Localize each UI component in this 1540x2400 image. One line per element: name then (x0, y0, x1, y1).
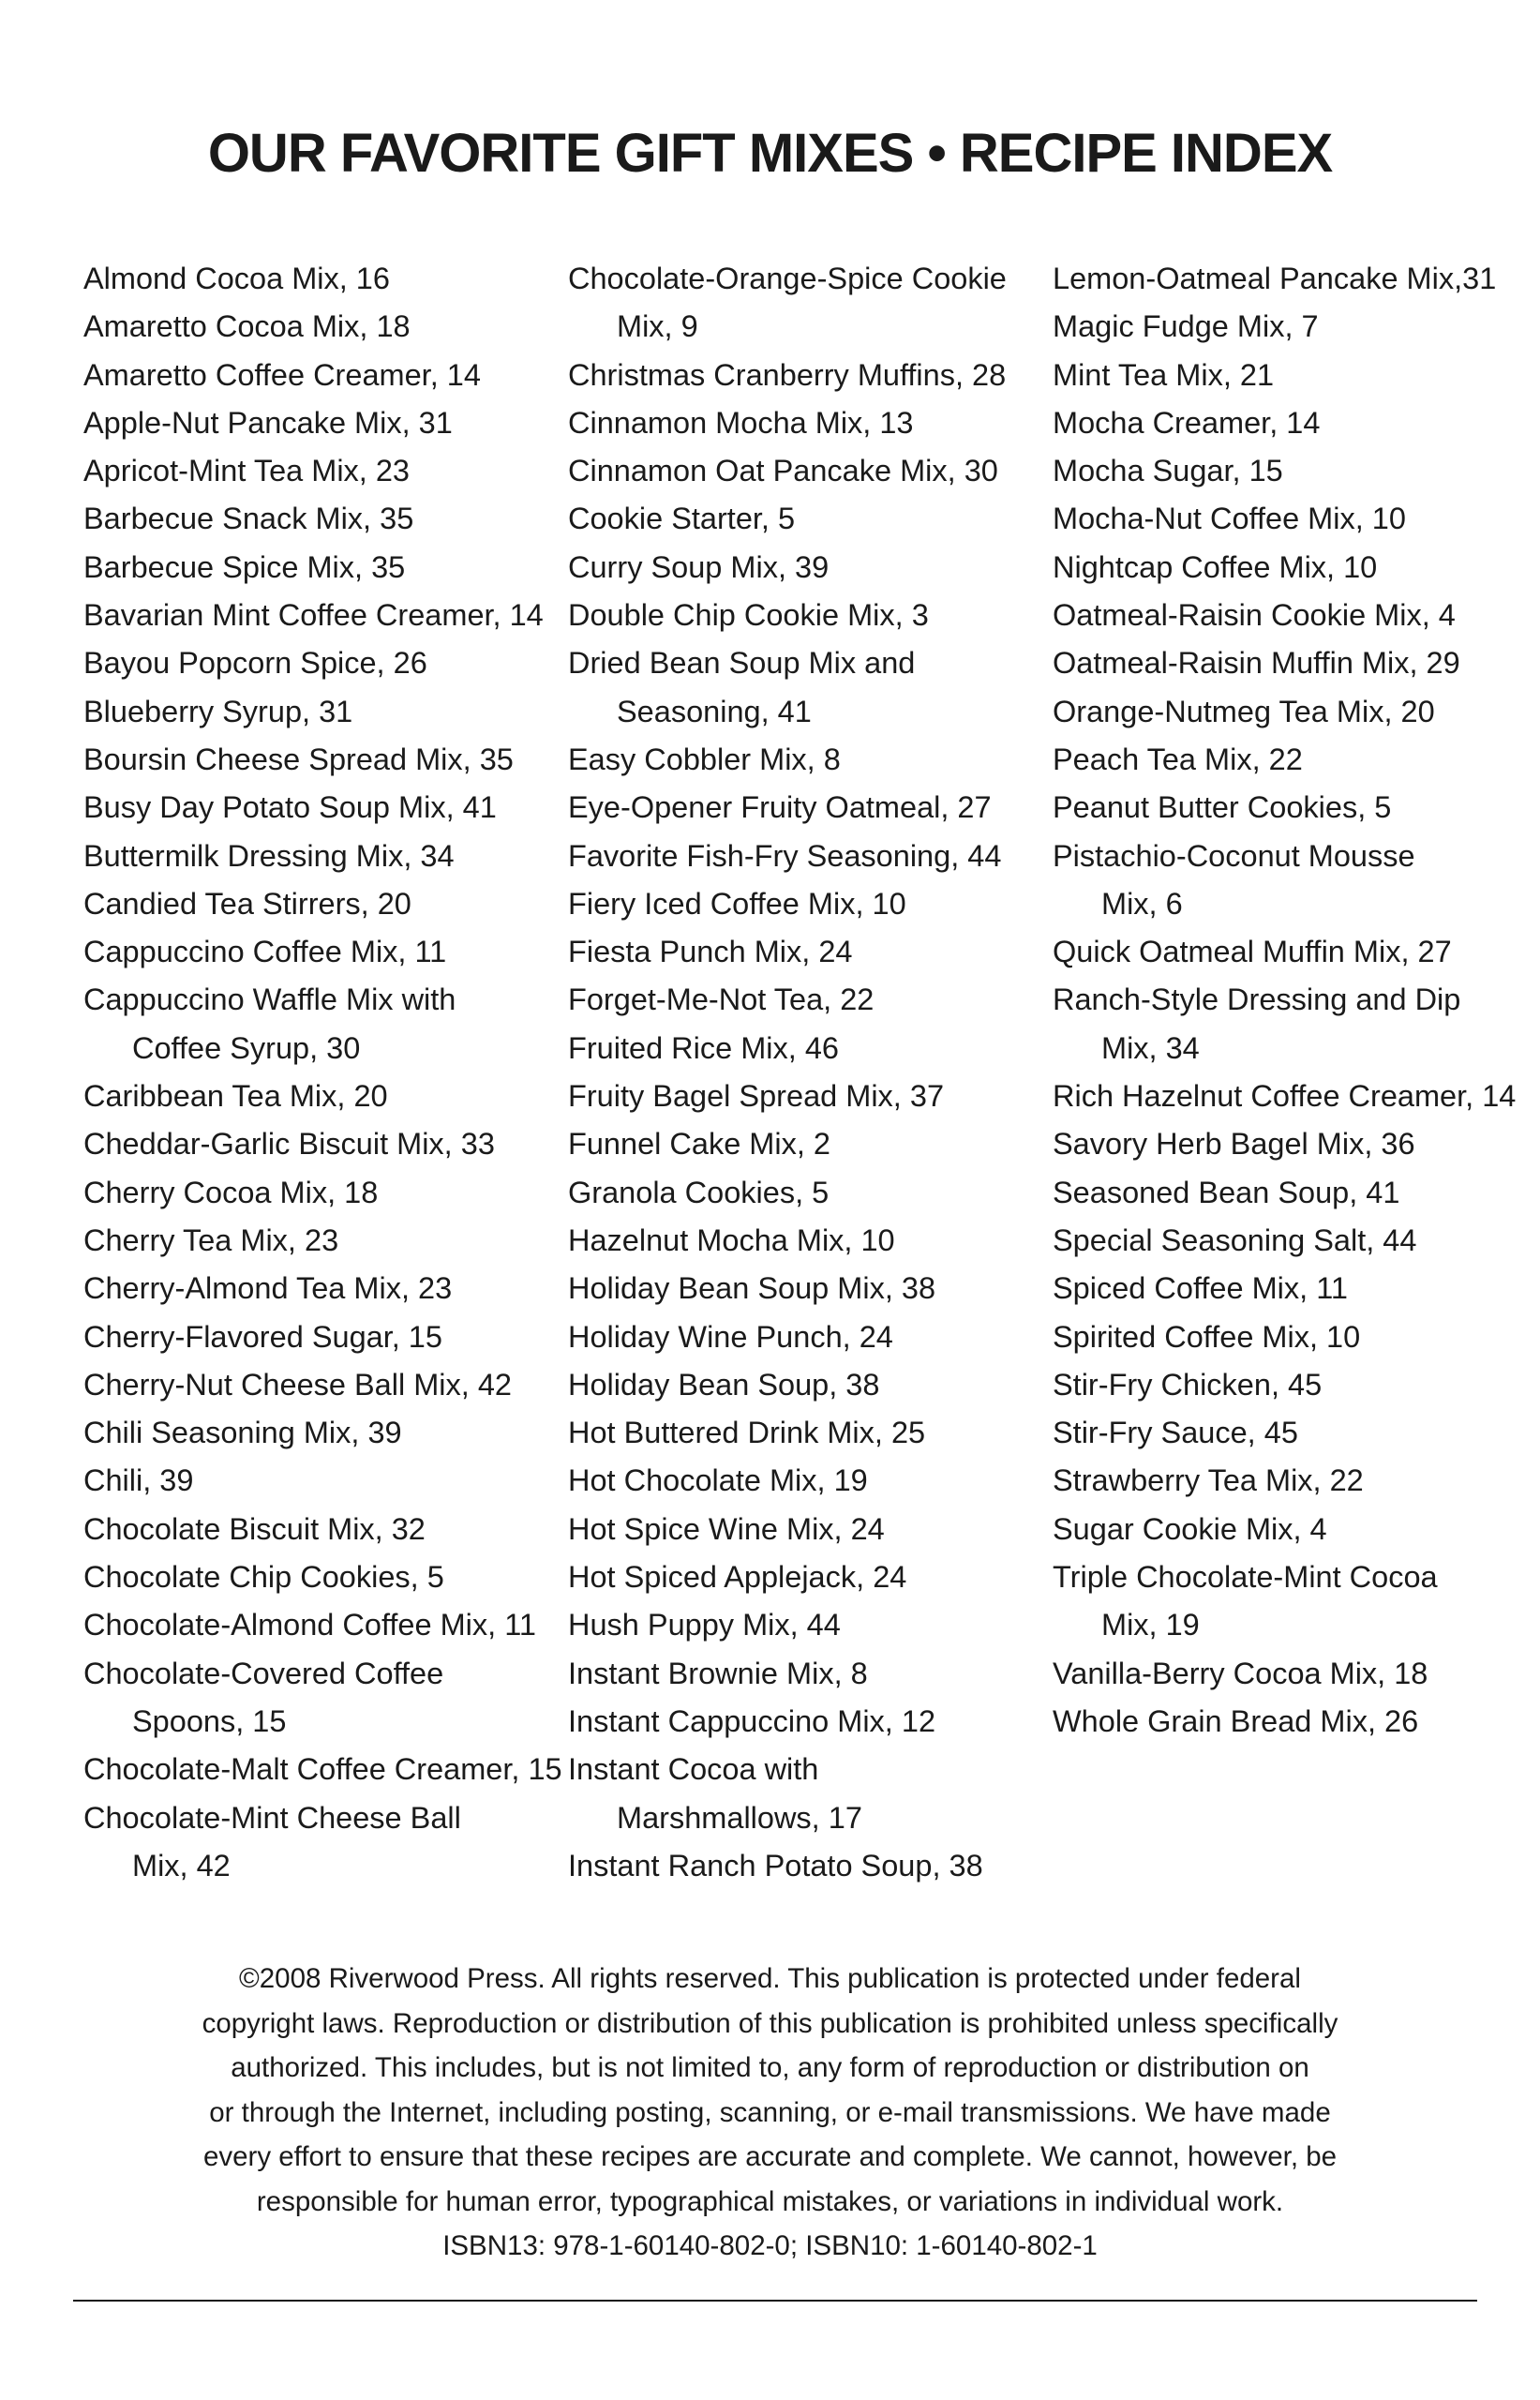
index-entry: Fiery Iced Coffee Mix, 10 (568, 886, 906, 921)
index-entry: Savory Herb Bagel Mix, 36 (1053, 1127, 1415, 1162)
index-entry: Hazelnut Mocha Mix, 10 (568, 1222, 895, 1257)
index-entry: Quick Oatmeal Muffin Mix, 27 (1053, 935, 1452, 969)
index-entry: Holiday Bean Soup Mix, 38 (568, 1271, 936, 1306)
index-entry: Mocha Sugar, 15 (1053, 454, 1283, 488)
index-entry: Stir-Fry Chicken, 45 (1053, 1367, 1323, 1402)
index-entry: Buttermilk Dressing Mix, 34 (83, 838, 455, 873)
index-entry-continuation: Mix, 19 (1101, 1608, 1200, 1642)
index-entry: Curry Soup Mix, 39 (568, 549, 830, 584)
index-entry: Holiday Wine Punch, 24 (568, 1319, 893, 1354)
index-entry: Chocolate-Mint Cheese Ball (83, 1800, 461, 1835)
index-entry: Mint Tea Mix, 21 (1053, 357, 1275, 392)
index-entry: Chocolate Chip Cookies, 5 (83, 1560, 444, 1595)
index-entry: Granola Cookies, 5 (568, 1175, 830, 1209)
index-entry-continuation: Marshmallows, 17 (617, 1800, 862, 1835)
index-entry: Amaretto Cocoa Mix, 18 (83, 309, 411, 344)
index-entry: Chocolate-Malt Coffee Creamer, 15 (83, 1752, 562, 1787)
index-entry: Double Chip Cookie Mix, 3 (568, 598, 929, 633)
index-entry: Instant Ranch Potato Soup, 38 (568, 1848, 983, 1882)
index-entry: Chili Seasoning Mix, 39 (83, 1416, 402, 1450)
index-entry: Cherry-Nut Cheese Ball Mix, 42 (83, 1367, 512, 1402)
index-entry: Barbecue Snack Mix, 35 (83, 502, 414, 536)
copyright-line: responsible for human error, typographical mistakes, or variations in individual work. (256, 2185, 1284, 2217)
index-entry: Seasoned Bean Soup, 41 (1053, 1175, 1400, 1209)
index-entry: Vanilla-Berry Cocoa Mix, 18 (1053, 1656, 1428, 1690)
index-entry-continuation: Coffee Syrup, 30 (132, 1030, 361, 1065)
index-column-3 (1053, 255, 1521, 1746)
index-entry: Magic Fudge Mix, 7 (1053, 309, 1319, 344)
index-entry: Busy Day Potato Soup Mix, 41 (83, 790, 497, 825)
bottom-divider (73, 2300, 1477, 2302)
index-entry: Caribbean Tea Mix, 20 (83, 1079, 388, 1114)
index-entry: Boursin Cheese Spread Mix, 35 (83, 742, 514, 776)
index-entry: Bayou Popcorn Spice, 26 (83, 646, 427, 681)
index-entry: Cinnamon Oat Pancake Mix, 30 (568, 454, 998, 488)
index-entry: Chocolate-Covered Coffee (83, 1656, 444, 1690)
index-entry: Mocha Creamer, 14 (1053, 405, 1321, 440)
index-entry: Cookie Starter, 5 (568, 502, 796, 536)
index-entry: Lemon-Oatmeal Pancake Mix,31 (1053, 262, 1497, 295)
index-entry-continuation: Mix, 34 (1101, 1030, 1200, 1065)
index-entry: Cheddar-Garlic Biscuit Mix, 33 (83, 1127, 495, 1162)
page-title: OUR FAVORITE GIFT MIXES • RECIPE INDEX (207, 123, 1333, 184)
copyright-notice (141, 1957, 1399, 2269)
index-entry: Spirited Coffee Mix, 10 (1053, 1319, 1361, 1354)
index-column-2 (568, 255, 1037, 1890)
index-entry-continuation: Seasoning, 41 (617, 694, 812, 728)
index-entry: Christmas Cranberry Muffins, 28 (568, 357, 1007, 392)
index-entry: Barbecue Spice Mix, 35 (83, 549, 406, 584)
index-entry: Peach Tea Mix, 22 (1053, 742, 1303, 776)
index-entry: Chocolate Biscuit Mix, 32 (83, 1511, 426, 1546)
index-entry-continuation: Mix, 6 (1101, 886, 1183, 921)
index-entry: Chocolate-Orange-Spice Cookie (568, 262, 1007, 295)
index-entry: Instant Cocoa with (568, 1752, 819, 1787)
index-entry: Cinnamon Mocha Mix, 13 (568, 405, 914, 440)
index-entry: Cappuccino Coffee Mix, 11 (83, 935, 447, 969)
index-entry: Cherry Cocoa Mix, 18 (83, 1175, 379, 1209)
index-entry: Nightcap Coffee Mix, 10 (1053, 549, 1378, 584)
copyright-line: copyright laws. Reproduction or distribution of this publication is prohibited unless specifically (202, 2007, 1338, 2039)
index-entry: Funnel Cake Mix, 2 (568, 1127, 830, 1162)
index-entry: Amaretto Coffee Creamer, 14 (83, 357, 481, 392)
index-entry: Hot Spiced Applejack, 24 (568, 1560, 907, 1595)
index-entry-continuation: Mix, 9 (617, 309, 698, 344)
index-entry: Peanut Butter Cookies, 5 (1053, 790, 1392, 825)
index-entry: Holiday Bean Soup, 38 (568, 1367, 880, 1402)
index-entry: Cherry Tea Mix, 23 (83, 1222, 339, 1257)
index-entry: Fiesta Punch Mix, 24 (568, 935, 853, 969)
index-entry: Cherry-Flavored Sugar, 15 (83, 1319, 442, 1354)
index-entry: Blueberry Syrup, 31 (83, 694, 353, 728)
index-entry: Apple-Nut Pancake Mix, 31 (83, 405, 453, 440)
index-entry-continuation: Spoons, 15 (132, 1703, 287, 1738)
index-entry: Spiced Coffee Mix, 11 (1053, 1271, 1348, 1306)
copyright-line: ©2008 Riverwood Press. All rights reserved. This publication is protected under federal (239, 1963, 1301, 1994)
index-entry: Hush Puppy Mix, 44 (568, 1608, 841, 1642)
index-entry: Chocolate-Almond Coffee Mix, 11 (83, 1608, 536, 1642)
index-entry: Instant Brownie Mix, 8 (568, 1656, 868, 1690)
index-entry: Fruited Rice Mix, 46 (568, 1030, 839, 1065)
index-entry: Oatmeal-Raisin Cookie Mix, 4 (1053, 598, 1456, 633)
index-entry: Hot Chocolate Mix, 19 (568, 1463, 868, 1498)
index-entry: Oatmeal-Raisin Muffin Mix, 29 (1053, 646, 1460, 681)
index-entry: Strawberry Tea Mix, 22 (1053, 1463, 1364, 1498)
isbn-line: ISBN13: 978-1-60140-802-0; ISBN10: 1-60140-802-1 (442, 2230, 1098, 2261)
index-entry: Ranch-Style Dressing and Dip (1053, 982, 1461, 1017)
index-entry: Easy Cobbler Mix, 8 (568, 742, 841, 776)
index-entry: Almond Cocoa Mix, 16 (83, 262, 390, 295)
index-entry: Favorite Fish-Fry Seasoning, 44 (568, 838, 1002, 873)
copyright-line: every effort to ensure that these recipes are accurate and complete. We cannot, however, be (202, 2141, 1338, 2172)
index-entry: Mocha-Nut Coffee Mix, 10 (1053, 502, 1406, 536)
index-entry: Candied Tea Stirrers, 20 (83, 886, 411, 921)
index-entry: Pistachio-Coconut Mousse (1053, 838, 1415, 873)
index-entry: Dried Bean Soup Mix and (568, 646, 916, 681)
index-entry: Cappuccino Waffle Mix with (83, 982, 456, 1017)
index-column-1 (83, 255, 562, 1890)
index-entry: Forget-Me-Not Tea, 22 (568, 982, 875, 1017)
index-entry: Apricot-Mint Tea Mix, 23 (83, 454, 410, 488)
index-entry: Whole Grain Bread Mix, 26 (1053, 1703, 1419, 1738)
index-entry: Orange-Nutmeg Tea Mix, 20 (1053, 694, 1435, 728)
index-entry: Special Seasoning Salt, 44 (1053, 1222, 1417, 1257)
index-entry: Bavarian Mint Coffee Creamer, 14 (83, 598, 544, 633)
index-entry: Stir-Fry Sauce, 45 (1053, 1416, 1298, 1450)
index-entry: Chili, 39 (83, 1463, 194, 1498)
index-entry: Hot Buttered Drink Mix, 25 (568, 1416, 926, 1450)
index-entry: Instant Cappuccino Mix, 12 (568, 1703, 936, 1738)
index-entry: Eye-Opener Fruity Oatmeal, 27 (568, 790, 992, 825)
index-entry: Cherry-Almond Tea Mix, 23 (83, 1271, 453, 1306)
copyright-line: authorized. This includes, but is not limited to, any form of reproduction or distribution on (231, 2052, 1309, 2083)
copyright-line: or through the Internet, including posting, scanning, or e-mail transmissions. We have made (209, 2096, 1331, 2128)
index-entry-continuation: Mix, 42 (132, 1848, 231, 1882)
index-entry: Sugar Cookie Mix, 4 (1053, 1511, 1327, 1546)
index-entry: Triple Chocolate-Mint Cocoa (1053, 1560, 1438, 1595)
index-entry: Fruity Bagel Spread Mix, 37 (568, 1079, 945, 1114)
index-entry: Rich Hazelnut Coffee Creamer, 14 (1053, 1079, 1517, 1114)
index-entry: Hot Spice Wine Mix, 24 (568, 1511, 885, 1546)
